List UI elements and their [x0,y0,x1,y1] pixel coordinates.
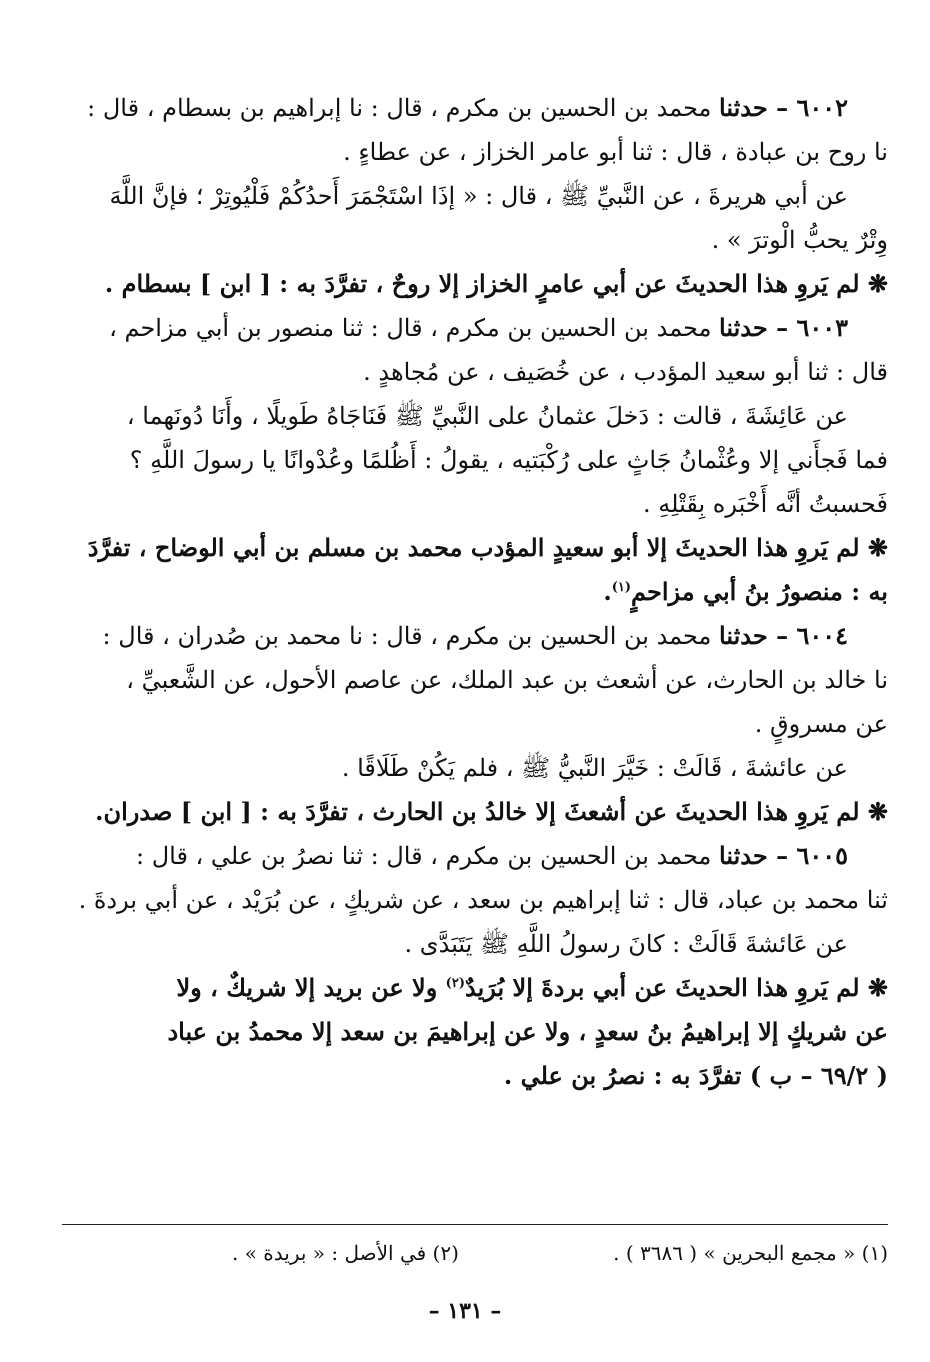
hadith-6003-matn-3: فَحسبتُ أنَّه أَخْبَره بِقَتْلِهِ . [643,490,888,518]
footnote-separator [62,1224,888,1225]
footnotes [62,1236,888,1270]
page-body [62,86,888,1098]
hadith-6003-note-1: ❋ لم يَروِ هذا الحديثَ إلا أبو سعيدٍ المؤدب محمد بن مسلم بن أبي الوضاح ، تفرَّدَ [87,533,888,562]
hadith-number: ٦٠٠٤ – حدثنا [719,621,848,650]
hadith-6004-line-1 [62,614,888,658]
hadith-6002-line-1 [62,86,888,130]
hadith-6002-matn-2: وِتْرٌ يحبُّ الْوترَ » . [711,226,888,254]
hadith-6004-matn: عن عائشةَ ، قَالَتْ : خَيَّرَ النَّبيُّ ﷺ ، فلم يَكُنْ طَلَاقًا . [341,754,848,782]
hadith-6002-line-2: نا روح بن عبادة ، قال : ثنا أبو عامر الخزاز ، عن عطاءٍ . [343,138,888,166]
footnote-ref-2: (٢) [445,976,465,991]
hadith-6002-note: ❋ لم يَروِ هذا الحديثَ عن أبي عامرٍ الخزاز إلا روحٌ ، تفرَّدَ به : [ ابن ] بسطام . [104,269,888,298]
hadith-6004-line-3: عن مسروقٍ . [754,710,888,738]
hadith-6003-line-1 [62,306,888,350]
hadith-6003-matn-2: فما فَجأَني إلا وعُثْمانُ جَاثٍ على رُكْبَتيه ، يقولُ : أَظُلمًا وعُدْوانًا يا رسولَ اللَّهِ ؟ [129,446,888,474]
footnote-ref-1: (١) [611,580,632,595]
hadith-6003-matn-1: عن عَائِشَةَ ، قالت : دَخلَ عثمانُ على النَّبيِّ ﷺ فَنَاجَاهُ طَويلًا ، وأَنَا دُونَهما ، [126,402,848,430]
text: ❋ لم يَروِ هذا الحديثَ عن أبي بردةَ إلا بُرَيدٌ [464,973,888,1002]
footnote-1: (١) « مجمع البحرين » ( ٣٦٨٦ ) . [613,1241,888,1265]
text: به : منصورُ بنُ أبي مزاحمٍ [631,577,888,606]
text: ولا عن بريد إلا شريكٌ ، ولا [176,973,446,1002]
hadith-number: ٦٠٠٥ – حدثنا [719,841,848,870]
text: محمد بن الحسين بن مكرم ، قال : ثنا منصور بن أبي مزاحم ، [109,314,720,342]
hadith-6004-note: ❋ لم يَروِ هذا الحديثَ عن أشعثَ إلا خالدُ بن الحارث ، تفرَّدَ به : [ ابن ] صدران. [95,797,888,826]
hadith-6002-matn-1: عن أبي هريرةَ ، عن النَّبيِّ ﷺ ، قال : « إذَا اسْتَجْمَرَ أَحدُكُمْ فَلْيُوتِرْ ؛ فإنَّ اللَّهَ [109,182,848,210]
hadith-number: ٦٠٠٢ – حدثنا [719,93,848,122]
text: . [603,577,612,606]
hadith-6005-matn: عن عَائشةَ قَالَتْ : كانَ رسولُ اللَّهِ ﷺ يَتَبَدَّى . [404,930,848,958]
hadith-6003-line-2: قال : ثنا أبو سعيد المؤدب ، عن خُصَيف ، عن مُجاهدٍ . [363,358,888,386]
hadith-6005-note-1 [62,966,888,1010]
text: محمد بن الحسين بن مكرم ، قال : ثنا نصرُ بن علي ، قال : [135,842,720,870]
hadith-number: ٦٠٠٣ – حدثنا [719,313,848,342]
footnote-2: (٢) في الأصل : « بريدة » . [232,1241,459,1265]
hadith-6004-line-2: نا خالد بن الحارث، عن أشعث بن عبد الملك، عن عاصم الأحول، عن الشَّعبيِّ ، [126,666,888,694]
hadith-6003-note-2 [62,570,888,614]
text: محمد بن الحسين بن مكرم ، قال : نا محمد بن صُدران ، قال : [102,622,720,650]
text: محمد بن الحسين بن مكرم ، قال : نا إبراهيم بن بسطام ، قال : [87,94,720,122]
hadith-6005-line-1 [62,834,888,878]
hadith-6005-note-3: ( ٦٩/٢ – ب ) تفرَّدَ به : نصرُ بن علي . [503,1061,888,1090]
hadith-6005-note-2: عن شريكٍ إلا إبراهيمُ بنُ سعدٍ ، ولا عن إبراهيمَ بن سعد إلا محمدُ بن عباد [167,1017,888,1046]
page-number: – ١٣١ – [428,1298,502,1324]
hadith-6005-line-2: ثنا محمد بن عباد، قال : ثنا إبراهيم بن سعد ، عن شريكٍ ، عن بُرَيْد ، عن أبي بردةَ . [78,886,888,914]
